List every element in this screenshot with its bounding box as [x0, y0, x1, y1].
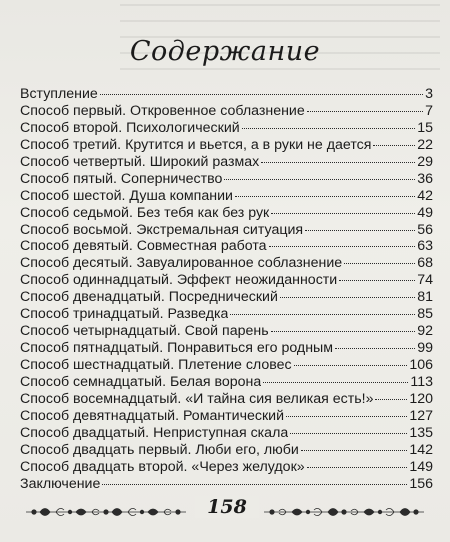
dot-leader [290, 433, 407, 434]
toc-entry [20, 306, 433, 323]
toc-entry [20, 289, 433, 306]
dot-leader [286, 416, 407, 417]
toc-entry-page: 127 [409, 407, 433, 424]
toc-entry-title: Способ пятнадцатый. Понравиться его родным [20, 340, 333, 357]
toc-entry-title: Способ седьмой. Без тебя как без рук [20, 204, 270, 221]
toc-entry-title: Способ первый. Откровенное соблазнение [20, 102, 305, 119]
dot-leader [230, 314, 415, 315]
toc-entry-page: 15 [417, 119, 433, 136]
toc-entry-page: 106 [409, 357, 433, 373]
toc-entry-title: Способ четырнадцатый. Свой парень [20, 323, 269, 340]
toc-entry [20, 357, 433, 374]
toc-entry [20, 188, 433, 205]
toc-entry-title: Способ девятнадцатый. Романтический [20, 407, 285, 424]
toc-entry [20, 425, 433, 442]
toc-entry-page: 81 [417, 289, 433, 306]
toc-entry [20, 340, 433, 357]
toc-entry-title: Способ двадцать первый. Люби его, люби [20, 441, 299, 458]
toc-entry [20, 323, 433, 340]
dot-leader [271, 213, 415, 214]
toc-entry-title: Способ восемнадцатый. «И тайна сия великая есть!» [20, 390, 374, 407]
toc-entry-page: 156 [409, 475, 433, 492]
dot-leader [224, 179, 415, 180]
toc-entry-title: Способ одиннадцатый. Эффект неожиданности [20, 272, 338, 289]
dot-leader [271, 331, 416, 332]
toc-entry [20, 442, 433, 459]
dot-leader [373, 145, 415, 146]
dot-leader [335, 348, 415, 349]
toc-entry-page: 63 [417, 238, 433, 255]
toc-entry-title: Способ третий. Крутится и вьется, а в руки не дается [20, 136, 372, 153]
toc-entry-page: 29 [417, 153, 433, 170]
toc-entry-page: 120 [409, 390, 433, 407]
dot-leader [294, 365, 408, 366]
toc-entry [20, 374, 433, 391]
toc-entry-page: 85 [417, 306, 433, 323]
toc-entry-page: 99 [417, 340, 433, 357]
toc-entry [20, 137, 433, 154]
dot-leader [305, 230, 415, 231]
toc-entry-page: 142 [409, 441, 433, 458]
dot-leader [235, 196, 415, 197]
toc-entry-title: Заключение [20, 475, 101, 492]
toc-entry-title: Способ десятый. Завуалированное соблазнение [20, 255, 343, 272]
toc-entry-page: 149 [409, 458, 433, 475]
page-title: Содержание [129, 36, 321, 67]
dot-leader [280, 297, 415, 298]
dot-leader [102, 484, 407, 485]
toc-entry-page: 3 [425, 86, 433, 102]
toc-entry-page: 49 [417, 204, 433, 221]
toc-entry [20, 272, 433, 289]
dot-leader [344, 263, 415, 264]
dot-leader [339, 280, 415, 281]
dot-leader [375, 399, 407, 400]
toc-entry-title: Способ тринадцатый. Разведка [20, 306, 229, 323]
toc-entry-page: 36 [417, 170, 433, 187]
toc-entry-page: 113 [410, 373, 433, 390]
toc-entry-title: Вступление [20, 86, 98, 102]
dot-leader [307, 111, 423, 112]
dot-leader [100, 94, 423, 95]
toc-entry [20, 255, 433, 272]
toc-entry-title: Способ второй. Психологический [20, 119, 240, 136]
toc-entry-title: Способ восьмой. Экстремальная ситуация [20, 221, 304, 238]
toc-entry [20, 120, 433, 137]
toc-entry-page: 42 [417, 187, 433, 204]
toc-entry-title: Способ семнадцатый. Белая ворона [20, 373, 262, 390]
toc-entry-page: 92 [417, 323, 433, 340]
toc-entry-page: 135 [409, 424, 433, 441]
toc-entry-title: Способ шестой. Душа компании [20, 187, 233, 204]
page-footer [0, 492, 450, 532]
toc-entry-title: Способ четвертый. Широкий размах [20, 153, 260, 170]
toc-entry-page: 74 [417, 272, 433, 289]
dot-leader [307, 467, 408, 468]
dot-leader [242, 128, 416, 129]
toc-entry [20, 205, 433, 222]
toc-entry-title: Способ шестнадцатый. Плетение словес [20, 357, 292, 373]
dot-leader [301, 450, 407, 451]
toc-entry [20, 86, 433, 103]
page-number: 158 [195, 496, 259, 518]
toc-entry-title: Способ двадцатый. Неприступная скала [20, 424, 289, 441]
toc-entry-title: Способ девятый. Совместная работа [20, 238, 267, 255]
toc-entry-page: 7 [425, 102, 433, 119]
toc-entry-page: 22 [417, 136, 433, 153]
toc-entry-title: Способ двадцать второй. «Через желудок» [20, 458, 305, 475]
toc-entry-page: 56 [417, 221, 433, 238]
toc-entry [20, 222, 433, 239]
toc-entry [20, 238, 433, 255]
dot-leader [261, 162, 415, 163]
toc-entry [20, 408, 433, 425]
toc-entry-page: 68 [417, 255, 433, 272]
toc-entry [20, 171, 433, 188]
toc-entry [20, 459, 433, 476]
toc-entry-title: Способ пятый. Соперничество [20, 170, 223, 187]
table-of-contents [20, 86, 433, 493]
toc-entry [20, 103, 433, 120]
toc-entry [20, 476, 433, 493]
dot-leader [263, 382, 408, 383]
toc-entry [20, 391, 433, 408]
toc-entry [20, 154, 433, 171]
dot-leader [269, 246, 416, 247]
toc-entry-title: Способ двенадцатый. Посреднический [20, 289, 278, 306]
